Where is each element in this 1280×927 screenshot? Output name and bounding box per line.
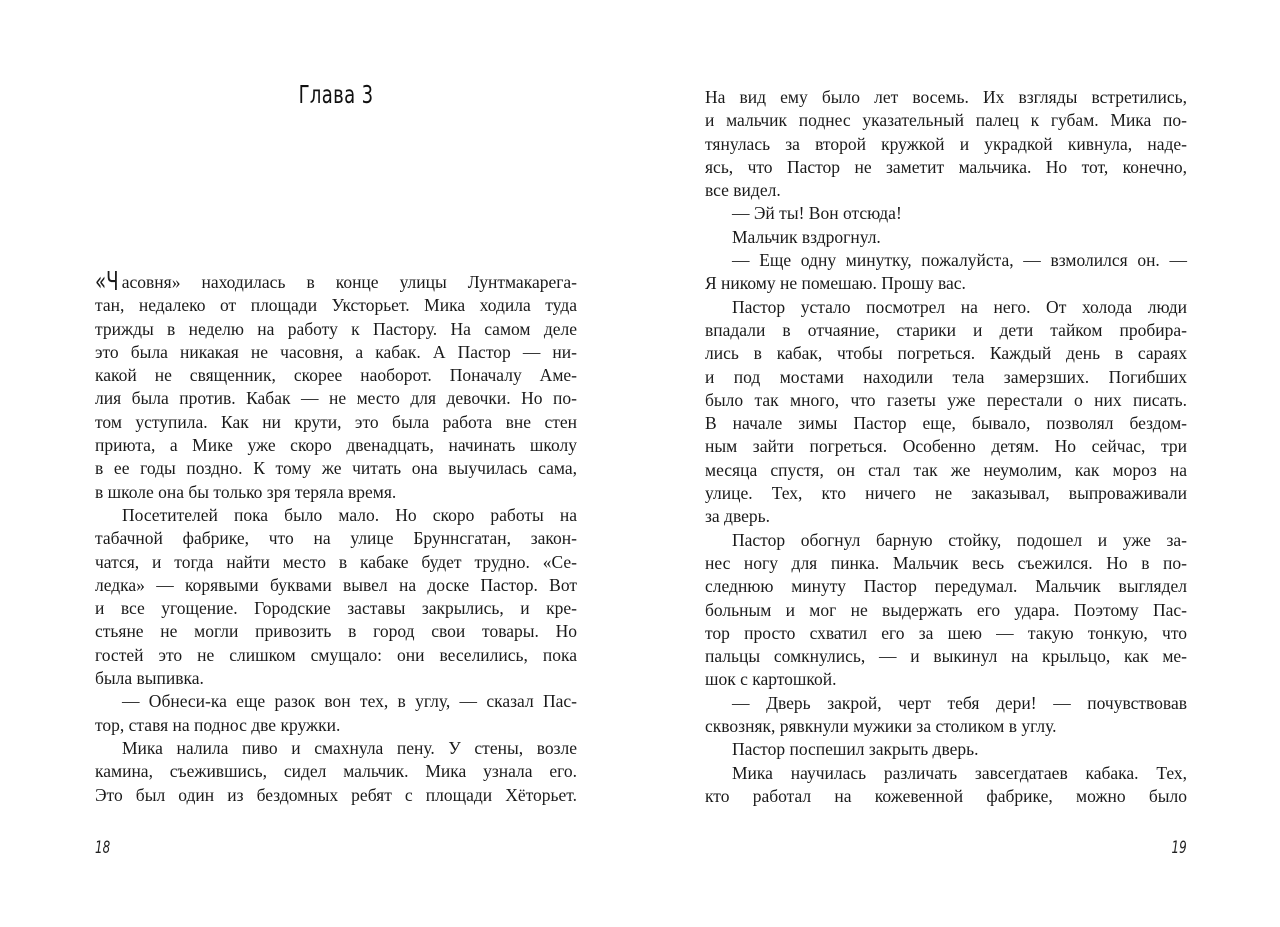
text-line: тор просто схватил его за шею — такую тонкую, что: [705, 622, 1187, 643]
text-line: В начале зимы Пастор еще, бывало, позволял бездом-: [705, 413, 1187, 434]
text-line: Я никому не помешаю. Прошу вас.: [705, 273, 966, 294]
text-line: чатся, и тогда найти место в кабаке будет трудно. «Се-: [95, 551, 577, 572]
text-line: ясь, что Пастор не заметит мальчика. Но тот, конечно,: [705, 156, 1187, 177]
text-line: приюта, а Мике уже скоро двенадцать, начинать школу: [95, 435, 577, 456]
text-line: месяца спустя, он стал так же неумолим, как мороз на: [705, 459, 1187, 480]
text-line: была выпивка.: [95, 668, 204, 689]
text-line: Это был один из бездомных ребят с площади Хёторьет.: [95, 784, 577, 805]
text-line: Пастор устало посмотрел на него. От холода люди: [732, 296, 1187, 317]
text-line: Мика научилась различать завсегдатаев кабака. Тех,: [732, 762, 1187, 783]
text-line: На вид ему было лет восемь. Их взгляды встретились,: [705, 87, 1187, 107]
text-line: кто работал на кожевенной фабрике, можно было: [705, 785, 1187, 806]
text-line: нес ногу для пинка. Мальчик весь съежился. Но в по-: [705, 552, 1187, 573]
text-line: за дверь.: [705, 506, 770, 527]
text-line: Мика налила пиво и смахнула пену. У стены, возле: [122, 737, 577, 758]
text-line: в ее годы поздно. К тому же читать она выучилась сама,: [95, 458, 577, 479]
text-line: табачной фабрике, что на улице Бруннсгатан, закон-: [95, 528, 577, 549]
text-line: Пастор поспешил закрыть дверь.: [732, 739, 979, 760]
text-line: тянулась за второй кружкой и украдкой кивнула, наде-: [705, 133, 1187, 154]
text-line: лись в кабак, чтобы погреться. Каждый день в сараях: [705, 343, 1187, 364]
text-line: — Дверь закрой, черт тебя дери! — почувствовав: [732, 692, 1187, 713]
text-line: трижды в неделю на работу к Пастору. На самом деле: [95, 318, 577, 339]
text-line: тор, ставя на поднос две кружки.: [95, 714, 341, 735]
text-line: было так много, что газеты уже перестали о них писать.: [705, 389, 1187, 410]
text-line: больным и мог не выдержать его удара. Поэтому Пас-: [705, 599, 1187, 620]
text-line: тан, недалеко от площади Уксторьет. Мика ходила туда: [95, 295, 577, 316]
text-line: камина, съежившись, сидел мальчик. Мика узнала его.: [95, 761, 577, 782]
text-line: впадали в отчаяние, старики и дети тайком пробира-: [705, 319, 1187, 340]
text-line: шок с картошкой.: [705, 669, 837, 690]
text-line: в школе она бы только зря теряла время.: [95, 481, 397, 502]
text-line: следнюю минуту Пастор передумал. Мальчик выглядел: [705, 576, 1187, 597]
page-number: 18: [95, 838, 111, 858]
text-line: все видел.: [705, 180, 781, 201]
text-line: — Эй ты! Вон отсюда!: [732, 203, 902, 224]
text-line: ным зайти погреться. Особенно детям. Но сейчас, три: [705, 436, 1187, 457]
text-line: Посетителей пока было мало. Но скоро работы на: [122, 504, 577, 525]
text-line: — Еще одну минутку, пожалуйста, — взмолился он. —: [732, 250, 1187, 271]
text-line: и все угощение. Городские заставы закрылись, и кре-: [95, 598, 577, 619]
text-line: стьяне не могли привозить в город свои товары. Но: [95, 621, 577, 642]
text-line: улице. Тех, кто ничего не заказывал, выпроваживали: [705, 483, 1187, 504]
text-line: лия была против. Кабак — не место для девочки. Но по-: [95, 388, 577, 409]
left-page-text: [95, 267, 577, 807]
text-line: какой не священник, скорее наоборот. Поначалу Аме-: [95, 365, 577, 386]
drop-cap: «Ч: [95, 267, 119, 297]
left-page: [95, 0, 577, 927]
text-line: «Ч асовня» находилась в конце улицы Лунтмакарега-: [95, 267, 577, 297]
page-number: 19: [1171, 838, 1187, 858]
text-line: и мальчик поднес указательный палец к губам. Мика по-: [705, 110, 1187, 131]
text-line: ледка» — корявыми буквами вывел на доске Пастор. Вот: [95, 574, 577, 595]
text-line: гостей это не слишком смущало: они веселились, пока: [95, 644, 577, 665]
right-page-text: [705, 86, 1187, 808]
text-line: сквозняк, рявкнули мужики за столиком в углу.: [705, 716, 1057, 737]
text-line: Пастор обогнул барную стойку, подошел и уже за-: [732, 529, 1187, 550]
text-line: и под мостами находили тела замерзших. Погибших: [705, 366, 1187, 387]
text-line: это была никакая не часовня, а кабак. А Пастор — ни-: [95, 341, 577, 362]
text-line: — Обнеси-ка еще разок вон тех, в углу, — сказал Пас-: [122, 691, 577, 712]
chapter-title: Глава 3: [298, 80, 374, 109]
right-page: [705, 0, 1187, 927]
text-line: пальцы сомкнулись, — и выкинул на крыльцо, как ме-: [705, 646, 1187, 667]
text-line: том уступила. Как ни крути, это была работа вне стен: [95, 411, 577, 432]
text-line: Мальчик вздрогнул.: [732, 226, 881, 247]
